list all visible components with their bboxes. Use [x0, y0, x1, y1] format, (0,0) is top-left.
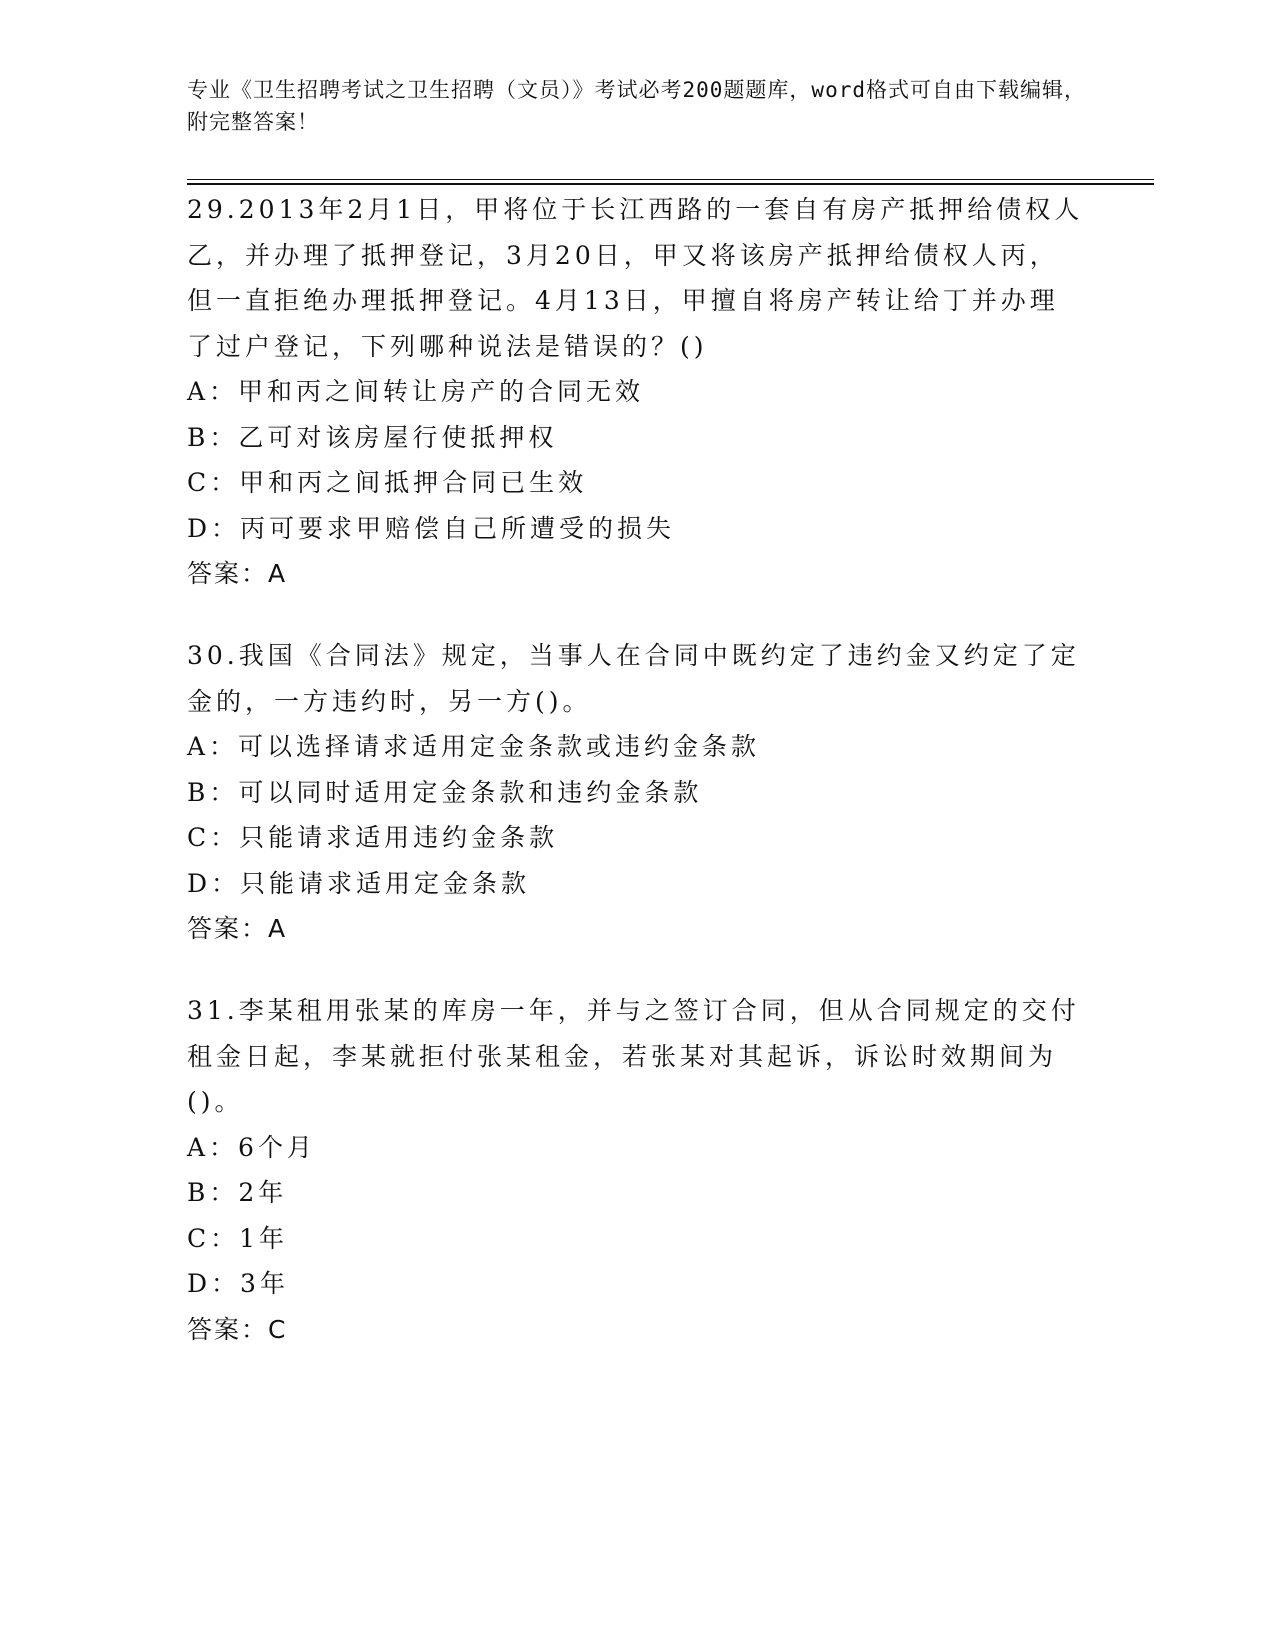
question-29 [187, 187, 1087, 597]
option-c: C：1年 [187, 1223, 289, 1253]
question-stem: 31.李某租用张某的库房一年，并与之签订合同，但从合同规定的交付租金日起，李某就拒付张某租金，若张某对其起诉，诉讼时效期间为()。 [187, 996, 1080, 1116]
question-stem: 30.我国《合同法》规定，当事人在合同中既约定了违约金又约定了定金的，一方违约时，另一方()。 [187, 641, 1080, 716]
option-a: A：6个月 [187, 1132, 316, 1162]
answer-line: 答案：C [187, 1314, 288, 1344]
option-c: C：只能请求适用违约金条款 [187, 823, 559, 852]
question-31 [187, 988, 1087, 1352]
header-text: 专业《卫生招聘考试之卫生招聘（文员）》考试必考200题题库，word格式可自由下载编辑，附完整答案！ [187, 78, 1086, 134]
header-divider-thin [187, 179, 1154, 180]
option-d: D：只能请求适用定金条款 [187, 868, 531, 898]
document-header [187, 74, 1087, 138]
option-c: C：甲和丙之间抵押合同已生效 [187, 468, 588, 497]
option-d: D：丙可要求甲赔偿自己所遭受的损失 [187, 513, 676, 543]
question-30 [187, 633, 1087, 952]
option-b: B：可以同时适用定金条款和违约金条款 [187, 777, 703, 807]
option-b: B：2年 [187, 1178, 288, 1207]
answer-line: 答案：A [187, 559, 288, 588]
option-a: A：甲和丙之间转让房产的合同无效 [187, 377, 645, 406]
option-a: A：可以选择请求适用定金条款或违约金条款 [187, 732, 761, 761]
option-b: B：乙可对该房屋行使抵押权 [187, 422, 558, 452]
question-stem: 29.2013年2月1日，甲将位于长江西路的一套自有房产抵押给债权人乙，并办理了抵押登记，3月20日，甲又将该房产抵押给债权人丙，但一直拒绝办理抵押登记。4月13日，甲擅自将房产转让给丁并办理了过户登记，下列哪种说法是错误的？() [187, 195, 1084, 361]
answer-line: 答案：A [187, 914, 288, 943]
option-d: D：3年 [187, 1269, 289, 1298]
header-divider-thick [187, 183, 1154, 185]
